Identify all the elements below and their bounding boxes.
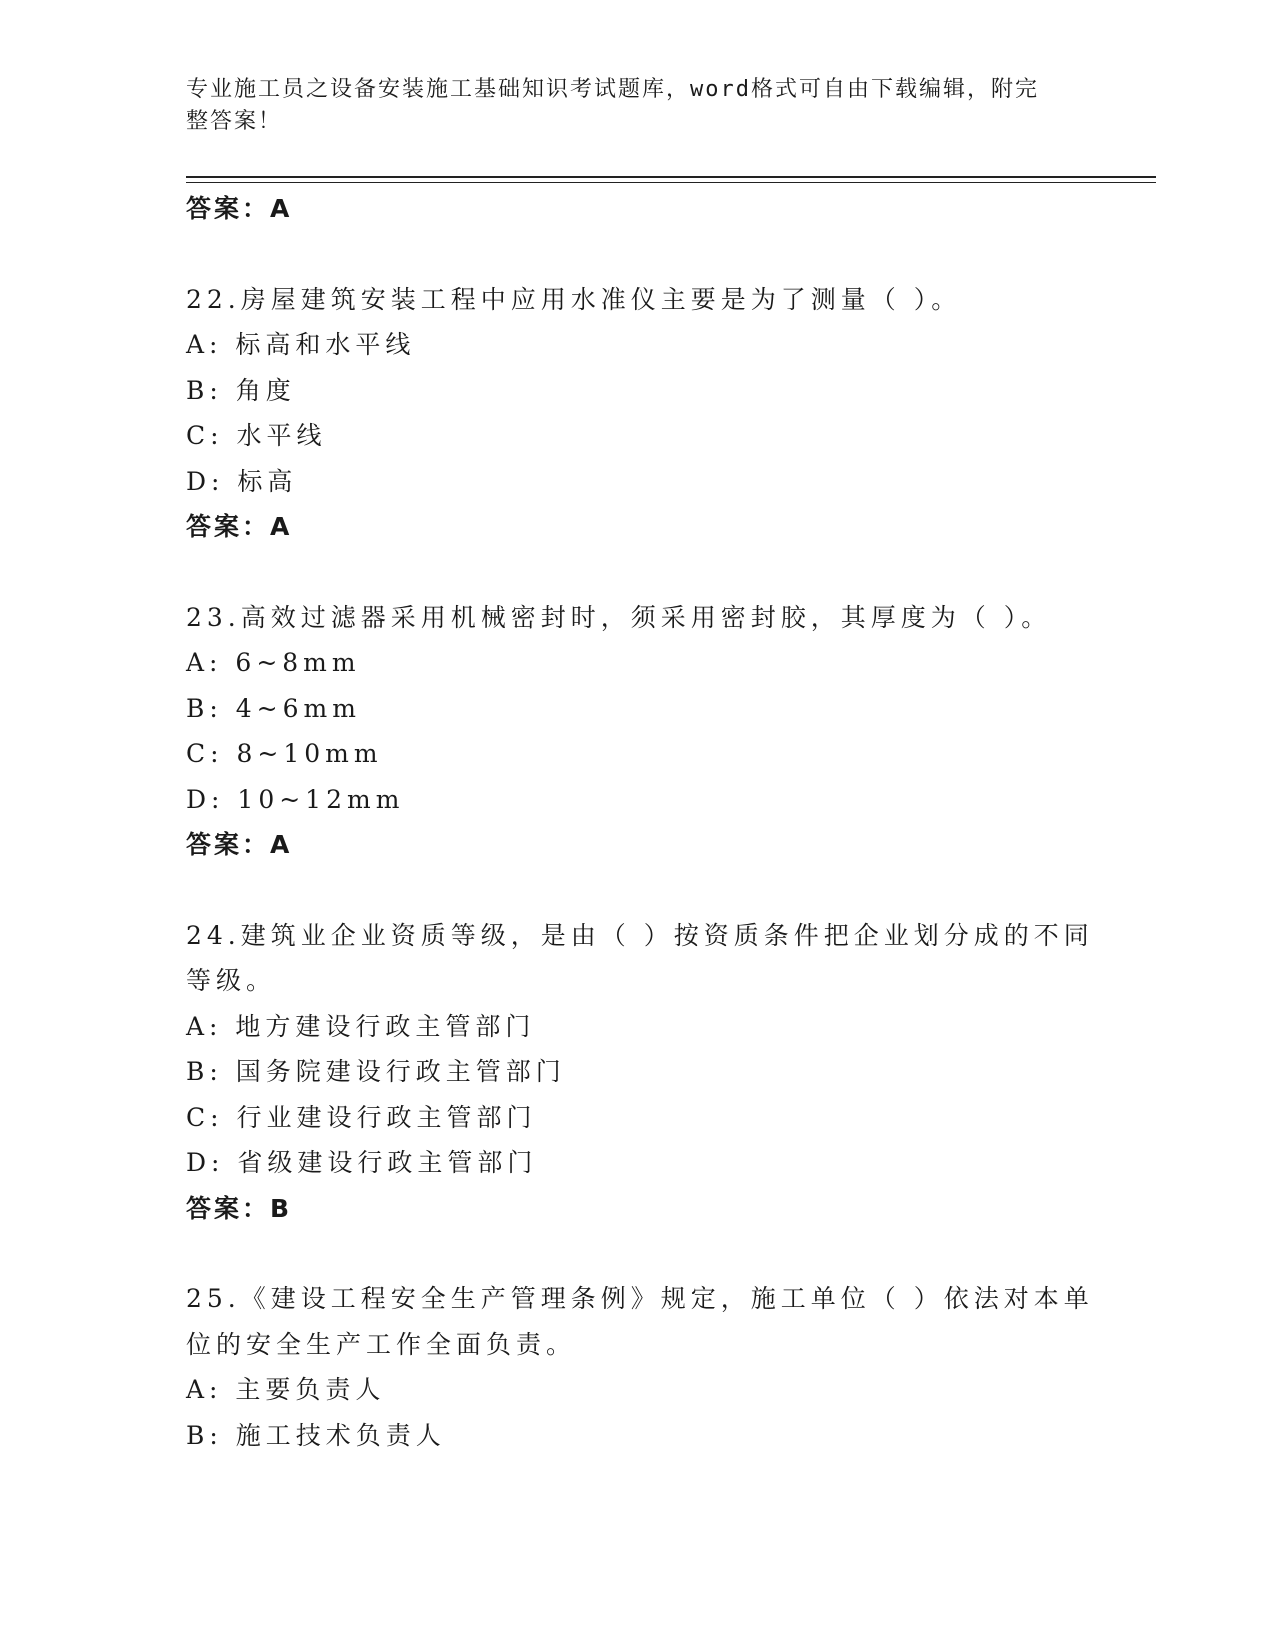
question-stem: 22.房屋建筑安装工程中应用水准仪主要是为了测量（ ）。 (186, 284, 962, 314)
question-stem-line-2: 等级。 (186, 966, 277, 995)
option-c: C: 水平线 (186, 421, 327, 450)
option-b: B: 4~6mm (186, 693, 361, 723)
question-24 (186, 913, 1094, 1232)
answer: 答案：A (186, 830, 293, 859)
question-stem-line-1: 24.建筑业企业资质等级，是由（ ）按资质条件把企业划分成的不同 (186, 920, 1094, 950)
option-c: C: 8~10mm (186, 739, 383, 768)
spacer (186, 232, 1086, 277)
question-22 (186, 277, 1086, 550)
option-a: A: 地方建设行政主管部门 (186, 1011, 536, 1041)
option-b: B: 角度 (186, 375, 296, 405)
option-a: A: 主要负责人 (186, 1375, 386, 1404)
header-line-2: 整答案！ (186, 109, 283, 134)
answer: 答案：B (186, 1193, 293, 1223)
option-c: C: 行业建设行政主管部门 (186, 1102, 537, 1132)
option-d: D: 10~12mm (186, 784, 405, 814)
spacer (186, 868, 1086, 913)
page-header (186, 74, 1066, 138)
question-23 (186, 595, 1086, 868)
option-b: B: 国务院建设行政主管部门 (186, 1057, 566, 1086)
header-line-1: 专业施工员之设备安装施工基础知识考试题库，word格式可自由下载编辑，附完 (186, 77, 1039, 102)
question-list (186, 186, 1094, 1458)
option-d: D: 标高 (186, 466, 298, 496)
option-d: D: 省级建设行政主管部门 (186, 1148, 538, 1177)
header-divider-thick (186, 176, 1156, 178)
question-25 (186, 1276, 1094, 1458)
spacer (186, 1231, 1086, 1276)
option-a: A: 标高和水平线 (186, 330, 416, 359)
question-stem: 23.高效过滤器采用机械密封时，须采用密封胶，其厚度为（ ）。 (186, 602, 1052, 632)
spacer (186, 550, 1086, 595)
header-divider-thin (186, 182, 1156, 183)
answer: 答案：A (186, 512, 293, 541)
answer-previous: 答案：A (186, 194, 293, 223)
option-b: B: 施工技术负责人 (186, 1420, 446, 1450)
option-a: A: 6~8mm (186, 648, 361, 677)
question-stem-line-1: 25.《建设工程安全生产管理条例》规定，施工单位（ ）依法对本单 (186, 1284, 1094, 1313)
question-stem-line-2: 位的安全生产工作全面负责。 (186, 1329, 577, 1359)
